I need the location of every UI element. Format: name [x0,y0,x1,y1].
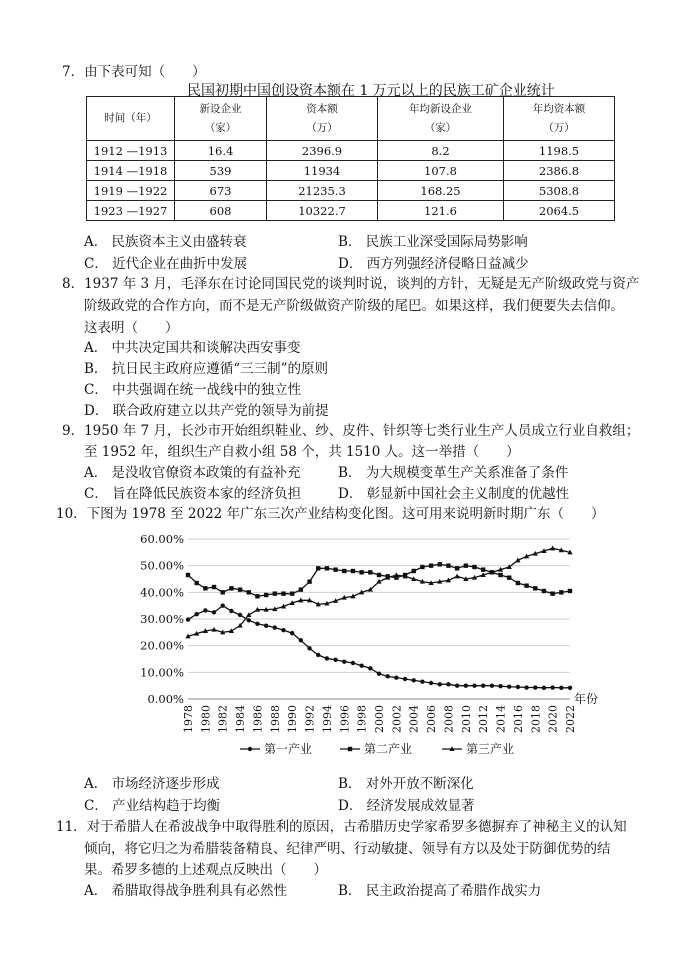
data-point [212,610,216,614]
q7-option-c[interactable]: C． 近代企业在曲折中发展 [84,256,248,272]
x-tick-label: 1986 [251,705,265,733]
q11-stem-line1: 11．对于希腊人在希波战争中取得胜利的原因，古希腊历史学家希罗多德摒弃了神秘主义的认知 [56,819,627,835]
data-point [194,581,198,585]
table-cell: 673 [175,181,267,201]
data-point [455,566,459,570]
y-tick-label: 10.00% [140,665,184,680]
data-point [550,685,554,689]
data-point [412,569,416,573]
q11-stem-line3: 果。希罗多德的上述观点反映出（ ） [84,862,327,878]
data-point [211,627,216,632]
table-cell: 121.6 [378,201,504,221]
header-capital: 资本额 （万） [267,97,378,141]
data-point [290,591,294,595]
header-time: 时间（年） [87,97,175,141]
data-point [221,603,225,607]
legend-label: 第二产业 [364,742,413,756]
data-point [455,683,459,687]
q10-option-d[interactable]: D． 经济发展成效显著 [338,798,475,814]
x-tick-label: 1982 [216,705,230,733]
q7-stem: 7．由下表可知（ ） [62,64,206,80]
x-tick-label: 1990 [286,705,300,733]
data-point [255,622,259,626]
data-point [464,563,468,567]
table-cell: 1919 —1922 [87,181,175,201]
legend-label: 第一产业 [264,742,313,756]
data-point [550,546,555,551]
q11-option-b[interactable]: B． 民主政治提高了希腊作战实力 [338,883,542,899]
x-tick-label: 1996 [338,705,352,733]
data-point [420,679,424,683]
data-point [342,659,346,663]
data-point [264,623,268,627]
table-cell: 539 [175,161,267,181]
y-tick-label: 40.00% [140,585,184,600]
legend-marker [348,747,352,751]
data-point [203,608,207,612]
table-cell: 16.4 [175,141,267,161]
data-point [247,618,251,622]
data-point [550,591,554,595]
data-point [533,685,537,689]
data-point [472,565,476,569]
q8-option-a[interactable]: A． 中共决定国共和谈解决西安事变 [84,340,301,356]
header-annual-capital: 年均资本额 （万） [504,97,615,141]
x-tick-label: 2010 [459,705,473,733]
data-point [186,573,190,577]
data-point [238,613,242,617]
table-cell: 1198.5 [504,141,615,161]
data-point [368,570,372,574]
q7-option-b[interactable]: B． 民族工业深受国际局势影响 [338,234,528,250]
data-point [255,594,259,598]
data-point [333,567,337,571]
data-point [299,587,303,591]
x-tick-label: 2020 [546,705,560,733]
y-tick-label: 0.00% [147,692,184,706]
data-point [342,569,346,573]
data-point [516,685,520,689]
x-tick-label: 2022 [564,705,577,733]
x-tick-label: 2006 [425,705,439,733]
data-point [559,590,563,594]
data-point [229,609,233,613]
data-point [307,579,311,583]
data-point [481,567,485,571]
table-cell: 168.25 [378,181,504,201]
data-point [203,586,207,590]
data-point [542,589,546,593]
x-tick-label: 1992 [303,705,317,733]
q7-option-a[interactable]: A． 民族资本主义由盛转衰 [84,234,247,250]
data-point [498,573,502,577]
x-axis-label: 年份 [574,692,599,706]
data-point [385,674,389,678]
y-tick-label: 60.00% [140,532,184,546]
table-cell: 107.8 [378,161,504,181]
table-cell: 10322.7 [267,201,378,221]
data-point [351,661,355,665]
table-row [87,161,615,181]
data-point [186,617,190,621]
data-point [568,686,572,690]
table-row [87,201,615,221]
table-cell: 2386.8 [504,161,615,181]
x-tick-label: 2002 [390,705,404,733]
data-point [273,591,277,595]
data-point [316,653,320,657]
q11-stem-line2: 倾向，将它归之为希腊装备精良、纪律严明、行动敏捷、领导有方以及处于防御优势的结 [84,841,611,857]
data-point [377,573,381,577]
data-point [394,675,398,679]
data-point [472,683,476,687]
y-tick-label: 20.00% [140,638,184,653]
table-cell: 1912 —1913 [87,141,175,161]
x-tick-label: 1998 [355,705,369,733]
q8-option-b[interactable]: B． 抗日民主政府应遵循“三三制”的原则 [84,361,329,377]
data-point [325,656,329,660]
data-point [438,562,442,566]
data-point [359,570,363,574]
q10-option-a[interactable]: A． 市场经济逐步形成 [84,776,220,792]
q8-option-d[interactable]: D． 联合政府建立以共产党的领导为前提 [84,403,329,419]
q9-stem-line1: 9．1950 年 7 月，长沙市开始组织鞋业、纱、皮件、针织等七类行业生产人员成立行业自救组； [62,423,640,439]
data-point [316,566,320,570]
data-point [559,686,563,690]
data-point [429,563,433,567]
enterprise-table [86,96,615,221]
x-tick-label: 1988 [268,705,282,733]
q8-stem-line2: 阶级政党的合作方向，而不是无产阶级做资产阶级的尾巴。如果这样，我们便要失去信仰。 [84,298,624,314]
data-point [507,685,511,689]
q9-option-d[interactable]: D． 彰显新中国社会主义制度的优越性 [338,486,570,502]
table-cell: 2396.9 [267,141,378,161]
q8-stem-line3: 这表明（ ） [84,320,179,336]
q7-table-title: 民国初期中国创设资本额在 1 万元以上的民族工矿企业统计 [187,83,555,99]
data-point [281,628,285,632]
q10-stem: 10．下图为 1978 至 2022 年广东三次产业结构变化图。这可用来说明新时期广东（ ） [56,506,605,522]
data-point [420,565,424,569]
data-point [490,683,494,687]
table-cell: 11934 [267,161,378,181]
data-point [568,589,572,593]
table-cell: 21235.3 [267,181,378,201]
data-point [212,585,216,589]
data-point [325,566,329,570]
data-point [307,646,311,650]
data-point [299,638,303,642]
data-point [359,663,363,667]
x-tick-label: 2004 [407,705,421,733]
data-point [351,569,355,573]
table-row [87,141,615,161]
legend-label: 第三产业 [466,742,515,756]
data-point [498,684,502,688]
q8-stem-line1: 8．1937 年 3 月，毛泽东在讨论同国民党的谈判时说，谈判的方针，无疑是无产阶级政党与资产 [62,276,640,292]
data-point [403,677,407,681]
x-tick-label: 2008 [442,705,456,733]
x-tick-label: 2016 [511,705,525,733]
q11-option-a[interactable]: A． 希腊取得战争胜利具有必然性 [84,883,288,899]
data-point [446,563,450,567]
x-tick-label: 2012 [477,705,491,733]
data-point [524,583,528,587]
data-point [229,586,233,590]
table-cell: 5308.8 [504,181,615,201]
table-cell: 1923 —1927 [87,201,175,221]
q10-option-c[interactable]: C． 产业结构趋于均衡 [84,798,221,814]
data-point [394,572,399,577]
q9-option-a[interactable]: A． 是没收官僚资本政策的有益补充 [84,465,301,481]
x-tick-label: 1994 [320,705,334,733]
y-tick-label: 30.00% [140,612,184,626]
x-tick-label: 1980 [199,705,213,733]
q8-option-c[interactable]: C． 中共强调在统一战线中的独立性 [84,382,302,398]
data-point [247,590,251,594]
x-tick-label: 1984 [234,705,248,733]
table-cell: 608 [175,201,267,221]
data-point [377,671,381,675]
header-new-enterprises: 新设企业 （家） [175,97,267,141]
data-point [481,683,485,687]
y-tick-label: 50.00% [140,558,184,573]
data-point [264,593,268,597]
data-point [290,631,294,635]
data-point [221,590,225,594]
data-point [524,685,528,689]
x-tick-label: 2018 [529,705,543,733]
data-point [533,586,537,590]
q9-option-b[interactable]: B． 为大规模变革生产关系准备了条件 [338,465,569,481]
data-point [238,587,242,591]
table-header-row [87,97,615,141]
data-point [194,612,198,616]
data-point [281,591,285,595]
data-point [273,625,277,629]
header-annual-new: 年均新设企业 （家） [378,97,504,141]
x-tick-label: 1978 [182,705,195,733]
data-point [333,658,337,662]
data-point [429,681,433,685]
data-point [542,686,546,690]
q9-stem-line2: 至 1952 年，组织生产自救小组 58 个，共 1510 人。这一举措（ ） [84,444,520,460]
x-tick-label: 2000 [373,705,386,733]
industry-structure-chart [132,527,612,765]
table-cell: 2064.5 [504,201,615,221]
table-row [87,181,615,201]
data-point [446,682,450,686]
table-cell: 1914 —1918 [87,161,175,181]
q9-option-c[interactable]: C． 旨在降低民族资本家的经济负担 [84,486,302,502]
data-point [464,683,468,687]
q7-option-d[interactable]: D． 西方列强经济侵略日益减少 [338,256,529,272]
data-point [438,682,442,686]
table-cell: 8.2 [378,141,504,161]
legend-marker [248,747,252,751]
data-point [412,678,416,682]
data-point [507,575,511,579]
data-point [368,666,372,670]
data-point [516,581,520,585]
x-tick-label: 2014 [494,705,508,733]
data-point [455,574,460,579]
q10-option-b[interactable]: B． 对外开放不断深化 [338,776,474,792]
